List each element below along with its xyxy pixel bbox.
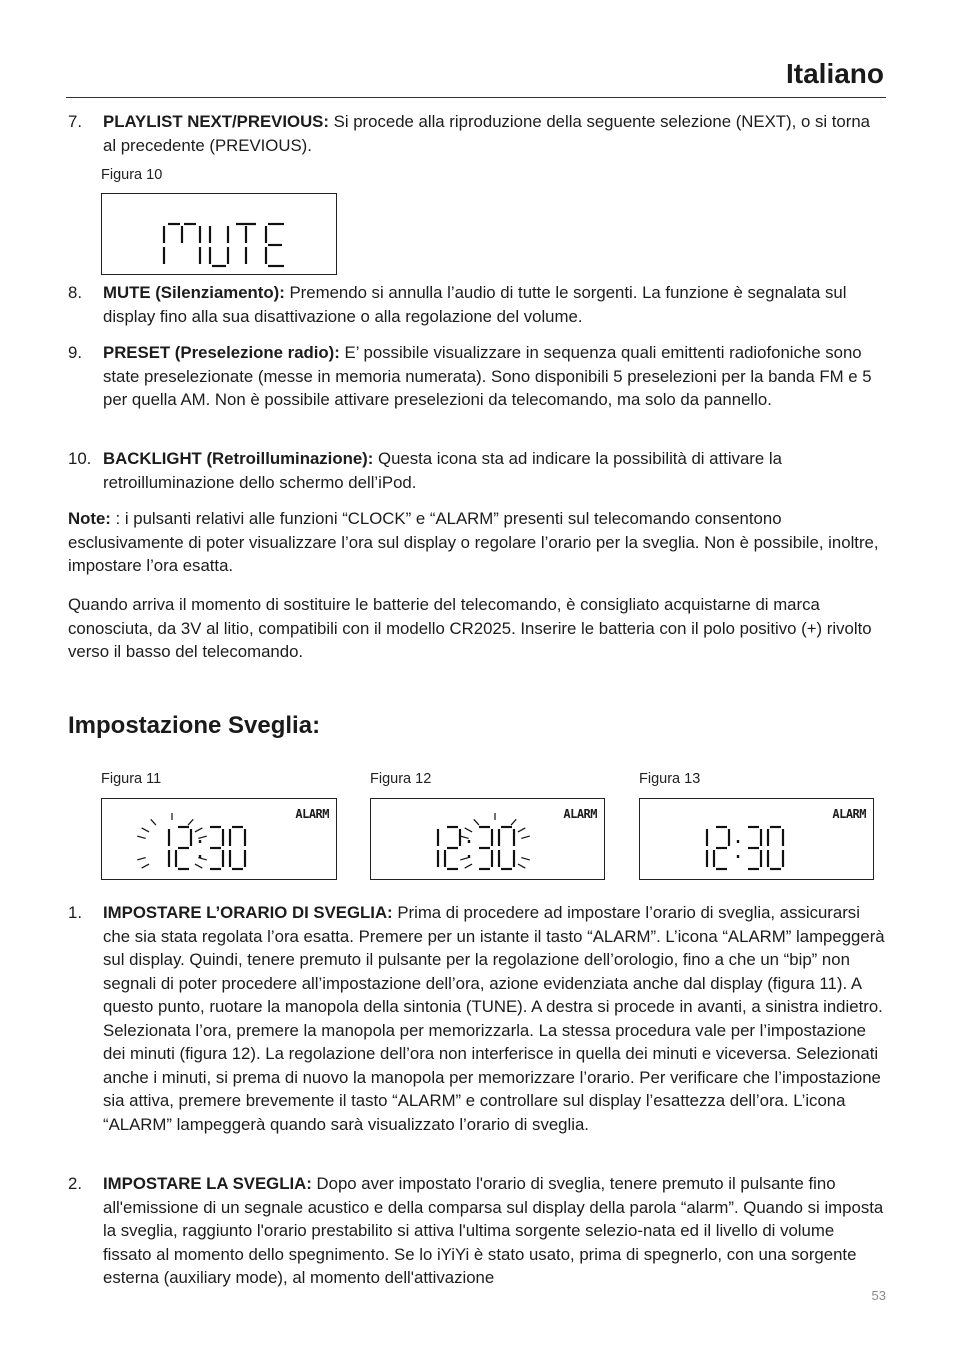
item-text: Prima di procedere ad impostare l’orario di sveglia, assicurarsi che sia stata regolata l’ora esatta. Premere per un istante il tasto “ALARM”. L’icona “ALARM” lampeggerà sul display. Quindi, tenere premuto il pulsante per la regolazione dell’orologio, fino a che un “bip” non segnali di poter procedere all’impostazione dell’ora, azione evidenziata anche dal display (figura 11). A questo punto, ruotare la manopola della sintonia (TUNE). A destra si procede in avanti, a sinistra indietro. Selezionata l’ora, premere la manopola per memorizzarla. La stessa procedura vale per l’impostazione dei minuti (figura 12). La regolazione dell’ora non interferisce in quella dei minuti e viceversa. Selezionati anche i minuti, si prema di nuovo la manopola per memorizzare l’orario. Per verificare che l’impostazione sia attiva, premere brevemente il tasto “ALARM” e controllare sul display l’esattezza dell’ora. L’icona “ALARM” lampeggerà quando sarà visualizzato l’orario di sveglia. — [103, 903, 885, 1134]
page-header-title: Italiano — [785, 58, 884, 89]
item-label: PLAYLIST NEXT/PREVIOUS: — [103, 112, 329, 131]
item-number: 1. — [68, 903, 82, 922]
item-text: E’ possibile visualizzare in sequenza quali emittenti radiofoniche sono state preselezionate (messe in memoria numerata). Sono disponibili 5 preselezioni per la banda FM e 5 per quella AM. Non è possibile attivare preselezioni da telecomando, ma solo da pannello. — [103, 343, 872, 409]
figure-11-alarm-display — [101, 798, 337, 880]
item-text: Dopo aver impostato l'orario di sveglia, tenere premuto il pulsante fino all'emissione di un segnale acustico e della comparsa sul display della parola “alarm”. Quando si imposta la sveglia, raggiunto l'orario prestabilito si attiva l'ultima sorgente selezio-nata ed il livello di volume fissato al momento dello spegnimento. Se lo iYiYi è stato usato, prima di spegnerlo, con una sorgente esterna (auxiliary mode), al momento dell'attivazione — [103, 1174, 884, 1287]
item-number: 2. — [68, 1174, 82, 1193]
alarm-indicator: ALARM — [832, 807, 866, 821]
section-title: Impostazione Sveglia: — [68, 712, 321, 739]
figure-10-mute-display — [101, 193, 337, 275]
list-item-mute — [68, 281, 886, 328]
figure-10-caption: Figura 10 — [101, 167, 163, 183]
note-paragraph — [68, 507, 886, 578]
battery-paragraph: Quando arriva il momento di sostituire le batterie del telecomando, è consigliato acquistarne di marca conosciuta, da 3V al litio, compatibili con il modello CR2025. Inserire le batteria con il polo positivo (+) rivolto verso il basso del telecomando. — [68, 595, 872, 661]
item-label: MUTE (Silenziamento): — [103, 283, 285, 302]
figure-12-alarm-display — [370, 798, 605, 880]
item-text: Si procede alla riproduzione della seguente selezione (NEXT), o si torna al precedente (PREVIOUS). — [103, 112, 871, 155]
list-item-backlight — [68, 447, 886, 494]
item-label: BACKLIGHT (Retroilluminazione): — [103, 449, 374, 468]
item-number: 10. — [68, 449, 92, 468]
list-item-playlist — [68, 110, 886, 157]
page-number: 53 — [871, 1288, 886, 1303]
lcd-mute-graphic — [102, 194, 336, 274]
alarm-indicator: ALARM — [295, 807, 329, 821]
list-item-set-alarm-time — [68, 901, 886, 1136]
item-number: 7. — [68, 112, 82, 131]
item-label: PRESET (Preselezione radio): — [103, 343, 340, 362]
list-item-set-alarm — [68, 1172, 886, 1290]
list-item-preset — [68, 341, 886, 412]
header-rule — [66, 97, 886, 98]
item-text: Questa icona sta ad indicare la possibilità di attivare la retroilluminazione dello schermo dell’iPod. — [103, 449, 782, 492]
note-label: Note: — [68, 509, 111, 528]
item-number: 9. — [68, 343, 82, 362]
item-number: 8. — [68, 283, 82, 302]
item-text: Premendo si annulla l’audio di tutte le sorgenti. La funzione è segnalata sul display fino alla sua disattivazione o alla regolazione del volume. — [103, 283, 847, 326]
figure-12-caption: Figura 12 — [370, 771, 432, 787]
note-text: : i pulsanti relativi alle funzioni “CLOCK” e “ALARM” presenti sul telecomando consentono esclusivamente di poter visualizzare l’ora sul display o regolare l’orario per la sveglia. Non è possibile, inoltre, impostare l’ora esatta. — [68, 509, 879, 575]
item-label: IMPOSTARE LA SVEGLIA: — [103, 1174, 312, 1193]
figure-13-alarm-display — [639, 798, 874, 880]
item-label: IMPOSTARE L’ORARIO DI SVEGLIA: — [103, 903, 393, 922]
figure-13-caption: Figura 13 — [639, 771, 701, 787]
alarm-indicator: ALARM — [563, 807, 597, 821]
figure-11-caption: Figura 11 — [101, 771, 162, 787]
